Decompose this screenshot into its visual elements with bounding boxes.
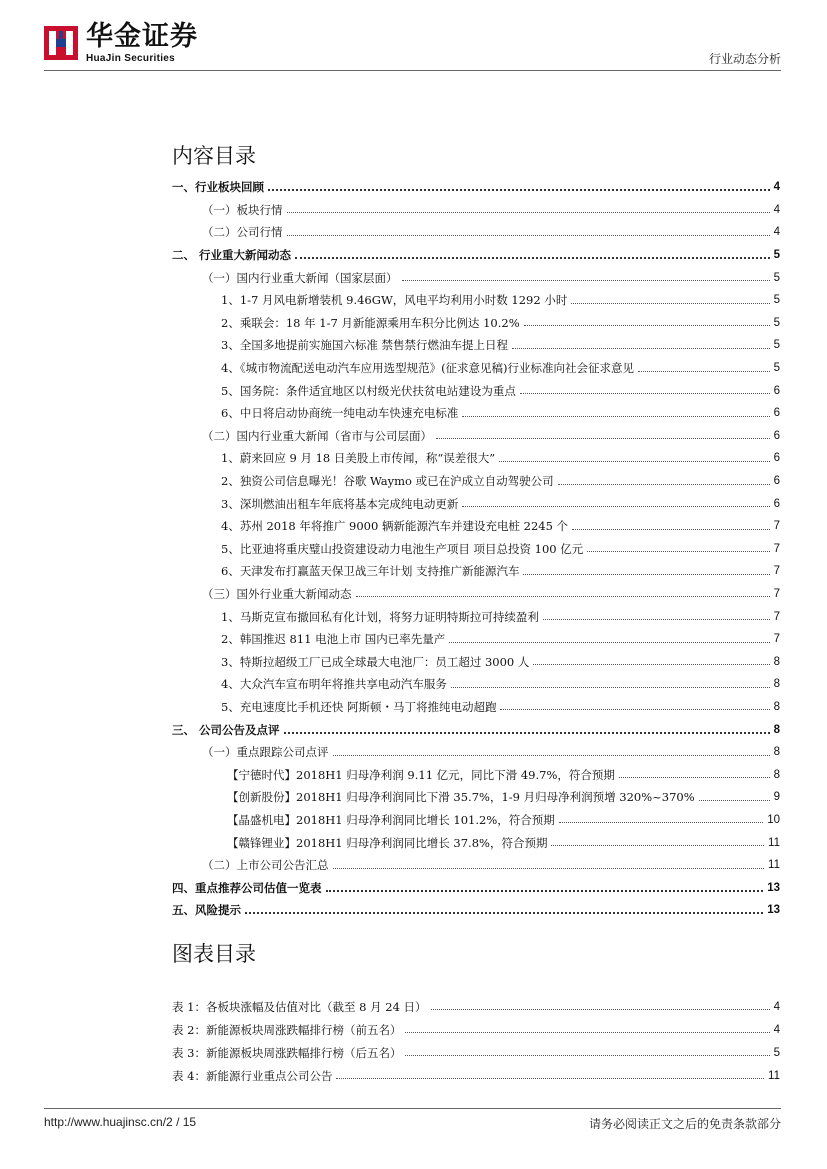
toc-entry-text: 【晶盛机电】2018H1 归母净利润同比增长 101.2%，符合预期 [227,812,555,827]
dot-leader [619,777,770,778]
toc-entry-page: 8 [773,723,780,736]
toc-entry-text: 2、独资公司信息曝光！谷歌 Waymo 或已在沪成立自动驾驶公司 [221,474,554,489]
toc-entry[interactable] [172,605,780,628]
dot-leader [699,800,770,801]
dot-leader [268,189,770,191]
toc-entry-page: 5 [773,294,780,307]
dot-leader [333,755,770,756]
toc-entry-text: 2、韩国推迟 811 电池上市 国内已率先量产 [221,632,446,647]
toc-entry-page: 8 [773,746,780,759]
toc-entry-text: 4、苏州 2018 年将推广 9000 辆新能源汽车并建设充电桩 2245 个 [221,519,569,534]
toc-entry[interactable] [172,492,780,515]
toc-entry[interactable] [172,741,780,764]
toc-entry-text: 5、国务院：条件适宜地区以村级光伏扶贫电站建设为重点 [221,383,516,398]
dot-leader [326,890,764,892]
toc-entry-page: 9 [773,791,780,804]
toc-entry-text: 3、深圳燃油出租车年底将基本完成纯电动更新 [221,496,459,511]
toc-entry-text: 3、特斯拉超级工厂已成全球最大电池厂：员工超过 3000 人 [221,654,530,669]
toc-entry-text: 2、乘联会：18 年 1-7 月新能源乘用车积分比例达 10.2% [221,315,520,330]
toc-entry-page: 4 [773,181,780,194]
dot-leader [333,868,765,869]
toc-entry-text: 二、 行业重大新闻动态 [172,248,292,263]
toc-entry[interactable] [172,515,780,538]
dot-leader [551,845,764,846]
dot-leader [336,1078,764,1079]
toc-entry-text: （一）板块行情 [202,202,283,217]
dot-leader [356,596,770,597]
toc-entry[interactable] [172,718,780,741]
toc-entry[interactable] [172,673,780,696]
toc-entry-page: 13 [767,881,780,894]
toc-entry[interactable] [172,538,780,561]
toc-entry[interactable] [172,176,780,199]
dot-leader [451,687,770,688]
toc-entry-page: 4 [773,226,780,239]
toc-entry-text: （二）上市公司公告汇总 [202,858,329,873]
figure-entry[interactable] [172,1018,780,1041]
footer-divider [44,1108,781,1109]
figure-entry-text: 表 1：各板块涨幅及估值对比（截至 8 月 24 日） [172,999,427,1014]
dot-leader [436,438,770,439]
dot-leader [287,235,770,236]
figure-entry-text: 表 3：新能源板块周涨跌幅排行榜（后五名） [172,1045,402,1060]
toc-entry[interactable] [172,289,780,312]
toc-entry-text: （一）国内行业重大新闻（国家层面） [202,270,398,285]
toc-entry-page: 6 [773,475,780,488]
toc-entry-text: （二）国内行业重大新闻（省市与公司层面） [202,428,432,443]
dot-leader [405,1032,769,1033]
toc-entry[interactable] [172,447,780,470]
toc-entry-text: 1、蔚来回应 9 月 18 日美股上市传闻，称“误差很大” [221,451,496,466]
toc-entry[interactable] [172,696,780,719]
footer-url: http://www.huajinsc.cn/2 / 15 [44,1115,197,1129]
toc-entry-page: 11 [768,859,780,872]
dot-leader [512,348,770,349]
toc-entry[interactable] [172,244,780,267]
toc-entry-text: 【创新股份】2018H1 归母净利润同比下滑 35.7%，1-9 月归母净利润预增 320%~370% [227,790,695,805]
toc-entry-text: 5、比亚迪将重庆璧山投资建设动力电池生产项目 项目总投资 100 亿元 [221,541,584,556]
toc-entry-page: 7 [773,633,780,646]
toc-entry-text: 1、马斯克宣布撤回私有化计划，将努力证明特斯拉可持续盈利 [221,609,539,624]
toc-entry-text: 6、天津发布打赢蓝天保卫战三年计划 支持推广新能源汽车 [221,564,520,579]
toc-entry[interactable] [172,357,780,380]
toc-entry[interactable] [172,786,780,809]
toc-entry-page: 10 [767,813,780,826]
toc-entry-text: 5、充电速度比手机还快 阿斯顿・马丁将推纯电动超跑 [221,699,497,714]
toc-entry-page: 6 [773,497,780,510]
toc-entry-page: 11 [768,836,780,849]
footer-disclaimer: 请务必阅读正文之后的免责条款部分 [588,1117,781,1131]
toc-entry[interactable] [172,266,780,289]
toc-title: 内容目录 [172,144,256,168]
figure-entry[interactable] [172,995,780,1018]
figure-entry-text: 表 4：新能源行业重点公司公告 [172,1068,333,1083]
toc-entry-page: 7 [773,520,780,533]
figure-entry-text: 表 2：新能源板块周涨跌幅排行榜（前五名） [172,1022,402,1037]
toc-entry[interactable] [172,560,780,583]
toc-entry-text: 3、全国多地提前实施国六标准 禁售禁行燃油车提上日程 [221,338,508,353]
dot-leader [543,619,770,620]
dot-leader [284,732,770,734]
dot-leader [287,212,770,213]
toc-entry[interactable] [172,899,780,922]
dot-leader [499,461,769,462]
toc-entry[interactable] [172,379,780,402]
header-divider [44,70,781,71]
dot-leader [295,257,770,259]
toc-entry-page: 8 [773,700,780,713]
toc-entry[interactable] [172,402,780,425]
dot-leader [462,416,769,417]
huajin-logo-icon [44,26,78,60]
dot-leader [520,393,770,394]
toc-entry-text: 五、风险提示 [172,903,241,918]
dot-leader [500,709,769,710]
dot-leader [571,303,769,304]
figure-entry-page: 11 [768,1069,780,1082]
toc-entry-page: 8 [773,678,780,691]
dot-leader [533,664,769,665]
toc-entry-text: （一）重点跟踪公司点评 [202,745,329,760]
toc-entry[interactable] [172,876,780,899]
toc-entry-text: 四、重点推荐公司估值一览表 [172,880,322,895]
toc-entry-page: 7 [773,542,780,555]
toc-entry-text: 【赣锋锂业】2018H1 归母净利润同比增长 37.8%，符合预期 [227,835,548,850]
dot-leader [402,280,770,281]
toc-entry[interactable] [172,583,780,606]
table-of-contents [172,176,780,922]
figure-entry[interactable] [172,1041,780,1064]
page-header [0,0,827,72]
list-of-figures [172,995,780,1087]
toc-entry-page: 5 [773,362,780,375]
dot-leader [523,574,769,575]
dot-leader [431,1009,770,1010]
dot-leader [638,371,770,372]
dot-leader [462,506,769,507]
toc-entry[interactable] [172,628,780,651]
toc-entry[interactable] [172,312,780,335]
toc-entry[interactable] [172,809,780,832]
toc-entry-text: 4、《城市物流配送电动汽车应用选型规范》(征求意见稿)行业标准向社会征求意见 [221,361,635,376]
toc-entry-page: 7 [773,587,780,600]
toc-entry-page: 4 [773,203,780,216]
toc-entry-page: 6 [773,429,780,442]
toc-entry[interactable] [172,831,780,854]
dot-leader [559,822,763,823]
toc-entry-page: 13 [767,904,780,917]
toc-entry-page: 5 [773,249,780,262]
dot-leader [245,912,763,914]
figure-entry-page: 5 [773,1046,780,1059]
dot-leader [558,484,770,485]
toc-entry-text: 一、行业板块回顾 [172,180,264,195]
toc-entry-page: 6 [773,384,780,397]
toc-entry[interactable] [172,763,780,786]
toc-entry-text: 1、1-7 月风电新增装机 9.46GW，风电平均利用小时数 1292 小时 [221,293,568,308]
dot-leader [587,551,769,552]
figure-entry[interactable] [172,1064,780,1087]
dot-leader [524,325,770,326]
toc-entry-page: 8 [773,768,780,781]
toc-entry[interactable] [172,650,780,673]
figures-title: 图表目录 [172,942,256,966]
toc-entry[interactable] [172,334,780,357]
toc-entry-page: 7 [773,610,780,623]
toc-entry-text: 6、中日将启动协商统一纯电动车快速充电标准 [221,406,459,421]
toc-entry[interactable] [172,199,780,222]
dot-leader [572,529,770,530]
toc-entry-page: 5 [773,316,780,329]
toc-entry-text: 4、大众汽车宣布明年将推共享电动汽车服务 [221,677,447,692]
toc-entry-page: 8 [773,655,780,668]
toc-entry[interactable] [172,854,780,877]
figure-entry-page: 4 [773,1023,780,1036]
dot-leader [405,1055,769,1056]
toc-entry-text: 【宁德时代】2018H1 归母净利润 9.11 亿元，同比下滑 49.7%，符合预期 [227,767,615,782]
logo-chinese-text: 华金证券 [86,21,198,52]
toc-entry[interactable] [172,470,780,493]
figure-entry-page: 4 [773,1000,780,1013]
logo-english-text: HuaJin Securities [86,53,176,64]
toc-entry-page: 5 [773,339,780,352]
toc-entry-page: 6 [773,407,780,420]
toc-entry-page: 7 [773,565,780,578]
toc-entry-page: 6 [773,452,780,465]
report-type: 行业动态分析 [708,52,781,66]
toc-entry[interactable] [172,221,780,244]
toc-entry-page: 5 [773,271,780,284]
toc-entry-text: （三）国外行业重大新闻动态 [202,586,352,601]
toc-entry-text: （二）公司行情 [202,225,283,240]
dot-leader [449,642,769,643]
toc-entry[interactable] [172,425,780,448]
toc-entry-text: 三、 公司公告及点评 [172,722,280,737]
